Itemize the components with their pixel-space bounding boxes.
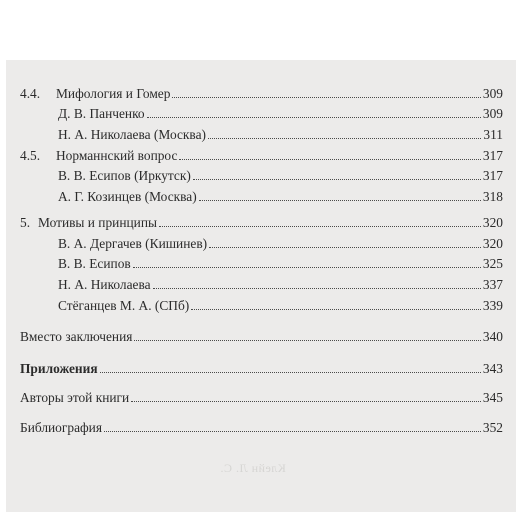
page-number: 343: [482, 361, 503, 376]
page-number: 318: [482, 189, 503, 204]
dot-leader: [172, 97, 480, 98]
toc-entry: [20, 390, 503, 406]
entry-title: Н. А. Николаева: [58, 277, 151, 292]
page-number: 352: [482, 420, 503, 435]
dot-leader: [147, 117, 481, 118]
dot-leader: [199, 200, 481, 201]
dot-leader: [209, 247, 481, 248]
dot-leader: [104, 431, 481, 432]
toc-entry: [58, 127, 503, 143]
toc-entry: [20, 148, 503, 164]
page-number: 317: [482, 148, 503, 163]
dot-leader: [193, 179, 481, 180]
page-number: 320: [482, 215, 503, 230]
dot-leader: [100, 372, 481, 373]
toc-entry: [58, 277, 503, 293]
page-number: 337: [482, 277, 503, 292]
entry-title: Библиография: [20, 420, 103, 435]
toc-entry: [58, 256, 503, 272]
book-page: [6, 60, 516, 512]
entry-title: А. Г. Козинцев (Москва): [58, 189, 197, 204]
table-of-contents: [6, 60, 516, 512]
dot-leader: [191, 309, 481, 310]
entry-title: В. А. Дергачев (Кишинев): [58, 236, 208, 251]
entry-title: Приложения: [20, 361, 98, 376]
dot-leader: [131, 401, 481, 402]
entry-title: Вместо заключения: [20, 329, 133, 344]
dot-leader: [133, 267, 481, 268]
page-number: 339: [482, 298, 503, 313]
page-number: 311: [483, 127, 503, 142]
entry-title: Н. А. Николаева (Москва): [58, 127, 206, 142]
entry-title: Мифология и Гомер: [56, 86, 171, 101]
section-number: 5.: [20, 215, 31, 230]
page-number: 309: [482, 106, 503, 121]
toc-entry: [58, 189, 503, 205]
page-number: 320: [482, 236, 503, 251]
page-number: 325: [482, 256, 503, 271]
entry-title: Стёганцев М. А. (СПб): [58, 298, 190, 313]
toc-entry: [20, 329, 503, 345]
page-number: 317: [482, 168, 503, 183]
toc-entry: [20, 86, 503, 102]
page-number: 340: [482, 329, 503, 344]
section-number: 4.5.: [20, 148, 41, 163]
toc-entry: [20, 361, 503, 377]
entry-title: В. В. Есипов (Иркутск): [58, 168, 191, 183]
dot-leader: [134, 340, 480, 341]
dot-leader: [153, 288, 481, 289]
dot-leader: [208, 138, 481, 139]
page-number: 309: [482, 86, 503, 101]
toc-entry: [20, 420, 503, 436]
toc-entry: [58, 236, 503, 252]
entry-title: Д. В. Панченко: [58, 106, 145, 121]
entry-title: В. В. Есипов: [58, 256, 131, 271]
section-number: 4.4.: [20, 86, 41, 101]
toc-entry: [58, 298, 503, 314]
dot-leader: [159, 226, 481, 227]
dot-leader: [179, 159, 481, 160]
entry-title: Норманнский вопрос: [56, 148, 178, 163]
toc-entry: [58, 106, 503, 122]
toc-entry: [58, 168, 503, 184]
entry-title: Авторы этой книги: [20, 390, 130, 405]
entry-title: Мотивы и принципы: [38, 215, 157, 230]
page-number: 345: [482, 390, 503, 405]
toc-entry: [20, 215, 503, 231]
show-through-text: Клейн Л. С.: [220, 461, 286, 475]
